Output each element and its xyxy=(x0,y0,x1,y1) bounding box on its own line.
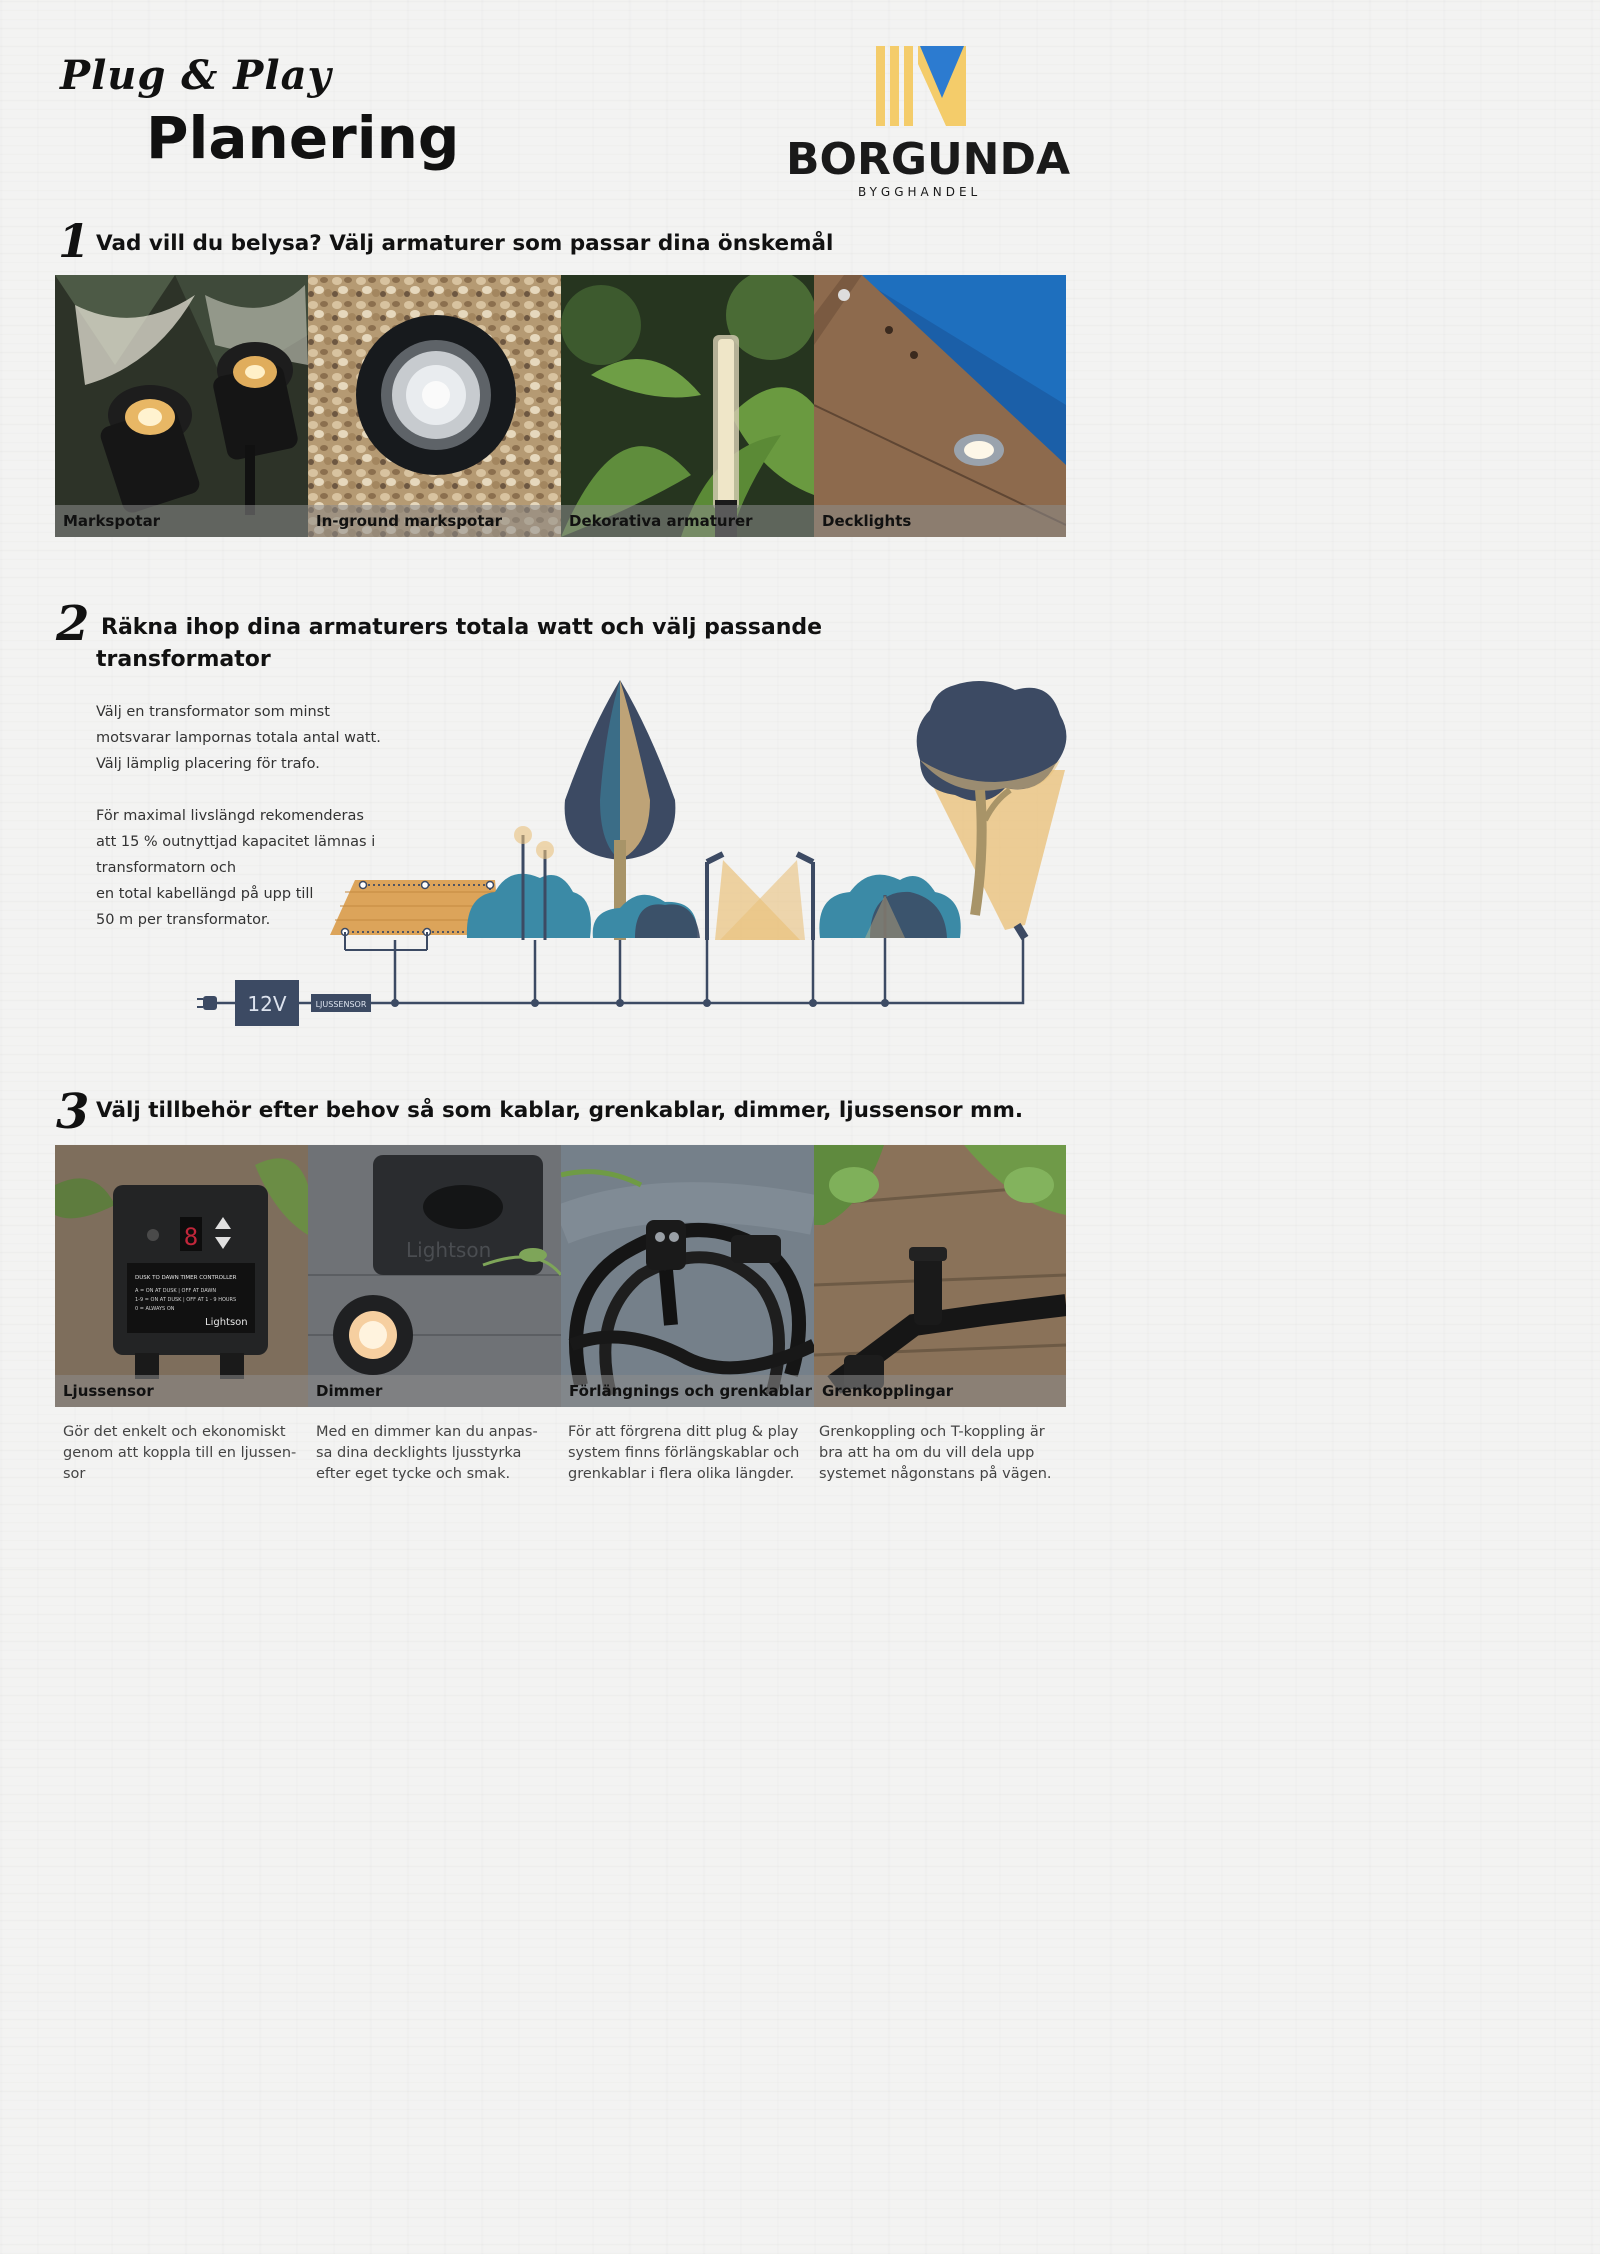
dimmer-description xyxy=(316,1422,556,1485)
tile-caption: Markspotar xyxy=(55,505,308,537)
svg-text:Lightson: Lightson xyxy=(406,1238,492,1262)
description-line: Med en dimmer kan du anpas- xyxy=(316,1424,538,1440)
forlangningskablar-description xyxy=(568,1422,810,1485)
page-title: Planering xyxy=(146,104,460,172)
svg-text:1-9 = ON AT DUSK | OFF AT 1 -: 1-9 = ON AT DUSK | OFF AT 1 - 9 HOURS xyxy=(135,1297,237,1303)
instruction-line: en total kabellängd på upp till xyxy=(96,886,314,902)
decorative-light-image xyxy=(561,275,814,537)
step-1-title: Vad vill du belysa? Välj armaturer som passar dina önskemål xyxy=(96,231,834,256)
ljussensor-description xyxy=(63,1422,303,1485)
transformer-label: 12V xyxy=(247,992,287,1016)
instruction-line: att 15 % outnyttjad kapacitet lämnas i xyxy=(96,834,376,850)
step-2-title-line1: Räkna ihop dina armaturers totala watt och välj passande xyxy=(101,615,823,640)
tile-caption: Grenkopplingar xyxy=(814,1375,1066,1407)
step-1-number: 1 xyxy=(58,214,91,268)
instruction-line: Välj en transformator som minst xyxy=(96,704,330,720)
instruction-line: transformatorn och xyxy=(96,860,237,876)
photo-forlangningskablar xyxy=(561,1145,814,1407)
script-title: Plug & Play xyxy=(60,52,332,99)
photo-grenkopplingar xyxy=(814,1145,1066,1407)
instruction-line: Välj lämplig placering för trafo. xyxy=(96,756,320,772)
tile-caption: Decklights xyxy=(814,505,1066,537)
brand-subtitle: BYGGHANDEL xyxy=(858,185,982,199)
description-line: efter eget tycke och smak. xyxy=(316,1466,511,1482)
photo-decklights xyxy=(814,275,1066,537)
step-2-number: 2 xyxy=(56,596,90,652)
description-line: Grenkoppling och T-koppling är xyxy=(819,1424,1045,1440)
tile-caption: Dekorativa armaturer xyxy=(561,505,814,537)
description-line: bra att ha om du vill dela upp xyxy=(819,1445,1035,1461)
description-line: sa dina decklights ljusstyrka xyxy=(316,1445,522,1461)
svg-text:0 = ALWAYS ON: 0 = ALWAYS ON xyxy=(135,1306,175,1312)
grenkopplingar-description xyxy=(819,1422,1064,1485)
svg-text:A = ON AT DUSK | OFF AT DAWN: A = ON AT DUSK | OFF AT DAWN xyxy=(135,1288,217,1294)
light-sensor-label: LJUSSENSOR xyxy=(315,1000,367,1009)
step-3-title: Välj tillbehör efter behov så som kablar, grenkablar, dimmer, ljussensor mm. xyxy=(96,1098,1024,1123)
step-3-number: 3 xyxy=(56,1084,90,1140)
tile-caption: In-ground markspotar xyxy=(308,505,561,537)
description-line: genom att koppla till en ljussen- xyxy=(63,1445,297,1461)
plug-icon xyxy=(197,996,235,1010)
dimmer-image xyxy=(308,1145,561,1407)
tile-caption: Förlängnings och grenkablar xyxy=(561,1375,814,1407)
instruction-line: För maximal livslängd rekomenderas xyxy=(96,808,364,824)
garden-wiring-diagram xyxy=(195,670,1075,1030)
description-line: Gör det enkelt och ekonomiskt xyxy=(63,1424,286,1440)
photo-dekorativa-armaturer xyxy=(561,275,814,537)
t-connector-image xyxy=(814,1145,1066,1407)
description-line: grenkablar i flera olika längder. xyxy=(568,1466,795,1482)
step-2-title-line2: transformator xyxy=(96,647,271,672)
in-ground-spot-image xyxy=(308,275,561,537)
markspot-image xyxy=(55,275,308,537)
svg-text:8: 8 xyxy=(183,1223,199,1251)
photo-markspotar xyxy=(55,275,308,537)
extension-cable-image xyxy=(561,1145,814,1407)
photo-in-ground-markspotar xyxy=(308,275,561,537)
description-line: sor xyxy=(63,1466,86,1482)
decklight-image xyxy=(814,275,1066,537)
description-line: För att förgrena ditt plug & play xyxy=(568,1424,799,1440)
borgunda-logo-icon xyxy=(876,46,966,126)
description-line: systemet någonstans på vägen. xyxy=(819,1466,1052,1482)
svg-text:Lightson: Lightson xyxy=(205,1317,248,1328)
svg-text:DUSK TO DAWN TIMER CONTROLLER: DUSK TO DAWN TIMER CONTROLLER xyxy=(135,1275,237,1281)
tile-caption: Dimmer xyxy=(308,1375,561,1407)
photo-dimmer xyxy=(308,1145,561,1407)
description-line: system finns förlängskablar och xyxy=(568,1445,800,1461)
instruction-line: motsvarar lampornas totala antal watt. xyxy=(96,730,381,746)
photo-ljussensor xyxy=(55,1145,308,1407)
light-sensor-image xyxy=(55,1145,308,1407)
tile-caption: Ljussensor xyxy=(55,1375,308,1407)
brand-name: BORGUNDA xyxy=(786,134,1071,185)
instruction-line: 50 m per transformator. xyxy=(96,912,271,928)
